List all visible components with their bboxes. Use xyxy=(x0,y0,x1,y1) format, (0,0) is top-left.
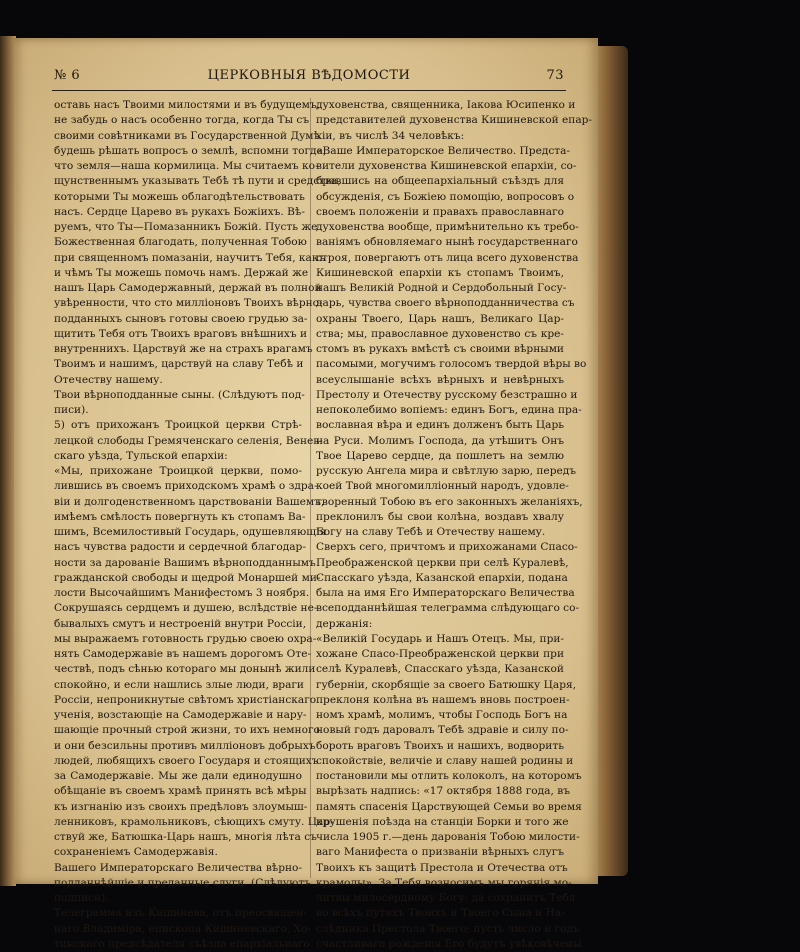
text-line: насъ чувства радости и сердечной благодар- xyxy=(54,541,306,554)
page-number: 73 xyxy=(546,68,564,83)
text-line: тинскаго предсѣдателя съѣзда епархіальнаго xyxy=(54,937,310,950)
text-line: увѣренности, что сто милліоновъ Твоихъ вѣрно- xyxy=(54,297,323,310)
text-line: Спасскаго уѣзда, Казанской епархіи, подана xyxy=(316,571,568,584)
text-line: Преображенской церкви при селѣ Куралевѣ, xyxy=(316,556,569,569)
text-line: будешь рѣшать вопросъ о землѣ, вспомни тогда, xyxy=(54,144,327,157)
text-line: дарь, чувства своего вѣрноподданничества съ xyxy=(316,297,575,310)
text-line: лецкой слободы Гремяченскаго селенія, Венев- xyxy=(54,434,323,447)
text-line: строя, повергаютъ отъ лица всего духовенства xyxy=(316,251,579,264)
text-line: «Мы, прихожане Троицкой церкви, помо- xyxy=(54,465,302,477)
text-line: Отечеству нашему. xyxy=(54,373,163,386)
text-line: лости Высочайшимъ Манифестомъ 3 ноября. xyxy=(54,587,310,599)
text-line: непоколебимо вопіемъ: единъ Богъ, едина пра- xyxy=(316,404,582,416)
text-line: спокойствіе, величіе и славу нашей родины и xyxy=(316,754,574,767)
text-line: держанія: xyxy=(316,617,373,630)
text-line: шающіе прочный строй жизни, то ихъ немного xyxy=(54,724,320,737)
text-line: и они безсильны противъ милліоновъ добрыхъ xyxy=(54,739,316,752)
text-line: вители духовенства Кишиневской епархіи, со- xyxy=(316,160,577,172)
text-line: пасомыми, могучимъ голосомъ твердой вѣры во xyxy=(316,358,587,371)
text-line: лившись въ своемъ приходскомъ храмѣ о здра- xyxy=(54,480,318,493)
text-line: Твое Царево сердце, да пошлетъ на землю xyxy=(316,449,564,462)
book-page xyxy=(14,38,598,950)
text-line: хіи, въ числѣ 34 человѣкъ: xyxy=(316,129,465,142)
text-line: ваго Манифеста о призваніи вѣрныхъ слугъ xyxy=(316,846,564,859)
text-line: крушенія поѣзда на станціи Борки и того же xyxy=(316,815,569,828)
text-line: имѣемъ смѣлость повергнуть къ стопамъ Ва- xyxy=(54,510,306,523)
text-line: внутреннихъ. Царствуй же на страхъ врагамъ xyxy=(54,343,313,355)
text-line: обѣщаніе въ своемъ храмѣ принять всѣ мѣры xyxy=(54,785,307,798)
text-line: во всѣхъ путяхъ Твоихъ и Твоего Сына и На- xyxy=(316,907,565,920)
text-line: писи). xyxy=(54,404,89,416)
header-rule xyxy=(52,90,566,91)
text-line: за Самодержавіе. Мы же дали единодушно xyxy=(54,770,302,782)
text-line: счастливаго рожденія Его будутъ увѣковѣчены xyxy=(316,937,582,950)
text-line: сохраненіемъ Самодержавія. xyxy=(54,846,218,859)
text-line: обсужденія, съ Божіею помощію, вопросовъ о xyxy=(316,190,575,203)
text-line: ства; мы, православное духовенство съ кре- xyxy=(316,327,564,340)
text-line: Сверхъ сего, причтомъ и прихожанами Спасо- xyxy=(316,541,578,554)
text-line: Твои вѣрноподданные сыны. (Слѣдуютъ под- xyxy=(54,388,305,401)
text-line: хожане Спасо-Преображенской церкви при xyxy=(316,648,564,660)
text-line: что земля—наша кормилица. Мы считаемъ ко- xyxy=(54,160,319,172)
text-line: крамолы». За Тебя возносимъ мы горячія мо- xyxy=(316,876,572,889)
text-line: Престолу и Отечеству русскому безстрашно и xyxy=(316,388,578,401)
text-line: бывалыхъ смутъ и нестроеній внутри Россіи, xyxy=(54,617,307,630)
text-line: бравшись на общеепархіальный съѣздъ для xyxy=(316,175,564,188)
text-line: вырѣзать надпись: «17 октября 1888 года, въ xyxy=(316,785,570,798)
text-line: селѣ Куралевѣ, Спасскаго уѣзда, Казанской xyxy=(316,663,564,676)
text-line: оставь насъ Твоими милостями и въ будущемъ, xyxy=(54,99,321,111)
text-line: стомъ въ рукахъ вмѣстѣ съ своими вѣрными xyxy=(316,343,564,355)
text-line: и чѣмъ Ты можешь помочь намъ. Держай же xyxy=(54,266,309,279)
text-line: нашъ Великій Родной и Сердобольный Госу- xyxy=(316,282,567,294)
journal-title: ЦЕРКОВНЫЯ ВѢДОМОСТИ xyxy=(207,68,411,83)
column-divider xyxy=(310,98,311,878)
text-line: нять Самодержавіе въ нашемъ дорогомъ Оте- xyxy=(54,648,312,660)
text-line: «Ваше Императорское Величество. Предста- xyxy=(316,144,571,157)
text-line: ученія, возстающіе на Самодержавіе и нару- xyxy=(54,709,307,721)
text-line: постановили мы отлить колоколъ, на которомъ xyxy=(316,770,582,782)
text-line: преклонилъ бы свои колѣна, воздавъ хвалу xyxy=(316,510,564,523)
text-line: подданныхъ сыновъ готовы своею грудью за- xyxy=(54,312,308,325)
text-line: охраны Твоего, Царь нашъ, Великаго Цар- xyxy=(316,312,564,325)
text-line: Твоихъ къ защитѣ Престола и Отечества отъ xyxy=(316,861,568,874)
text-line: всеуслышаніе всѣхъ вѣрныхъ и невѣрныхъ xyxy=(316,373,564,386)
text-line: ности за дарованіе Вашимъ вѣрноподданнымъ xyxy=(54,556,316,569)
text-line: людей, любящихъ своего Государя и стоящихъ xyxy=(54,754,319,767)
text-line: спокойно, и если нашлись злые люди, враги xyxy=(54,678,304,691)
text-line: руемъ, что Ты—Помазанникъ Божій. Пусть же xyxy=(54,221,318,233)
text-line: литвы милосердному Богу: да сохранитъ Тебя xyxy=(316,892,576,904)
text-line: скаго уѣзда, Тульской епархіи: xyxy=(54,449,228,462)
right-column xyxy=(316,98,593,950)
text-line: Телеграмма изъ Кишинева, отъ преосвящен- xyxy=(54,907,307,920)
text-line: память спасенія Царствующей Семьи во время xyxy=(316,800,582,813)
text-line: духовенства, священника, Іакова Юсипенко и xyxy=(316,99,576,111)
text-line: Кишиневской епархіи къ стопамъ Твоимъ, xyxy=(316,266,564,279)
text-line: всеподданнѣйшая телеграмма слѣдующаго со- xyxy=(316,602,580,615)
text-line: не забудь о насъ особенно тогда, когда Ты съ xyxy=(54,114,310,127)
text-line: при священномъ помазаніи, научитъ Тебя, какъ xyxy=(54,251,326,264)
text-line: мы выражаемъ готовность грудью своею охра- xyxy=(54,632,317,645)
text-line: коей Твой многомилліонный народъ, удовле- xyxy=(316,480,569,493)
text-line: 5) отъ прихожанъ Троицкой церкви Стрѣ- xyxy=(54,419,302,432)
text-line: наго Владиміра, епископа Кишиневскаго, Хо- xyxy=(54,922,312,935)
text-line: ваніямъ обновляемаго нынѣ государственнаго xyxy=(316,236,578,249)
text-line: бороть враговъ Твоихъ и нашихъ, водворить xyxy=(316,739,564,752)
text-line: «Великій Государь и Нашъ Отецъ. Мы, при- xyxy=(316,632,564,645)
text-line: номъ храмѣ, молимъ, чтобы Господь Богъ на xyxy=(316,709,568,721)
text-line: своими совѣтниками въ Государственной Думѣ xyxy=(54,129,320,142)
text-line: ленниковъ, крамольниковъ, сѣющихъ смуту. Цар- xyxy=(54,815,334,828)
text-line: шимъ, Всемилостивый Государь, одушевляющія xyxy=(54,526,327,538)
text-line: щунственнымъ указывать Тебѣ тѣ пути и средства, xyxy=(54,175,341,188)
text-line: вославная вѣра и единъ долженъ быть Царь xyxy=(316,419,564,432)
issue-number: № 6 xyxy=(54,68,81,83)
text-line: насъ. Сердце Царево въ рукахъ Божіихъ. Вѣ- xyxy=(54,205,305,218)
text-line: была на имя Его Императорскаго Величества xyxy=(316,587,575,599)
book-page-edges xyxy=(594,46,628,876)
text-line: слѣдника Престола Твоего; пусть число и годъ xyxy=(316,922,580,935)
text-line: Вашего Императорскаго Величества вѣрно- xyxy=(54,861,302,874)
text-line: на Руси. Молимъ Господа, да утѣшитъ Онъ xyxy=(316,434,564,447)
text-line: Твоимъ и нашимъ, царствуй на славу Тебѣ и xyxy=(54,358,304,371)
text-line: русскую Ангела мира и свѣтлую зарю, передъ xyxy=(316,465,577,477)
text-line: которыми Ты можешь облагодѣтельствовать xyxy=(54,190,305,203)
text-line: представителей духовенства Кишиневской епар- xyxy=(316,114,593,127)
text-line: Божественная благодать, полученная Тобою xyxy=(54,236,307,249)
text-line: віи и долгоденственномъ царствованіи Вашемъ, xyxy=(54,495,325,508)
text-line: творенный Тобою въ его законныхъ желаніяхъ, xyxy=(316,495,583,508)
text-line: Богу на славу Тебѣ и Отечеству нашему. xyxy=(316,526,546,538)
text-line: ствуй же, Батюшка-Царь нашъ, многія лѣта съ xyxy=(54,831,317,843)
text-line: преклоня колѣна въ нашемъ вновь построен- xyxy=(316,693,570,706)
text-line: новый годъ даровалъ Тебѣ здравіе и силу по- xyxy=(316,724,569,737)
text-line: подписи). xyxy=(54,892,109,904)
text-line: чествѣ, подъ сѣнью котораго мы донынѣ жили xyxy=(54,663,316,676)
text-line: своемъ положеніи и правахъ православнаго xyxy=(316,205,565,218)
text-line: духовенства вообще, примѣнительно къ требо- xyxy=(316,221,579,233)
text-line: числа 1905 г.—день дарованія Тобою милости- xyxy=(316,831,580,843)
left-column xyxy=(54,98,341,950)
text-line: губерніи, скорбящіе за своего Батюшку Царя, xyxy=(316,678,577,691)
page-header xyxy=(54,68,564,86)
text-line: подданнѣйшіе и преданные слуги. (Слѣдуютъ xyxy=(54,876,311,889)
text-line: гражданской свободы и щедрой Монаршей ми- xyxy=(54,571,321,584)
text-line: къ изгнанію изъ своихъ предѣловъ злоумыш- xyxy=(54,800,308,813)
text-line: нашъ Царь Самодержавный, держай въ полной xyxy=(54,282,322,294)
text-line: Сокрушаясь сердцемъ и душею, вслѣдствіе не- xyxy=(54,602,318,615)
text-line: щитить Тебя отъ Твоихъ враговъ внѣшнихъ и xyxy=(54,327,308,340)
text-line: Россіи, непроникнутые свѣтомъ христіанскаго xyxy=(54,693,317,706)
